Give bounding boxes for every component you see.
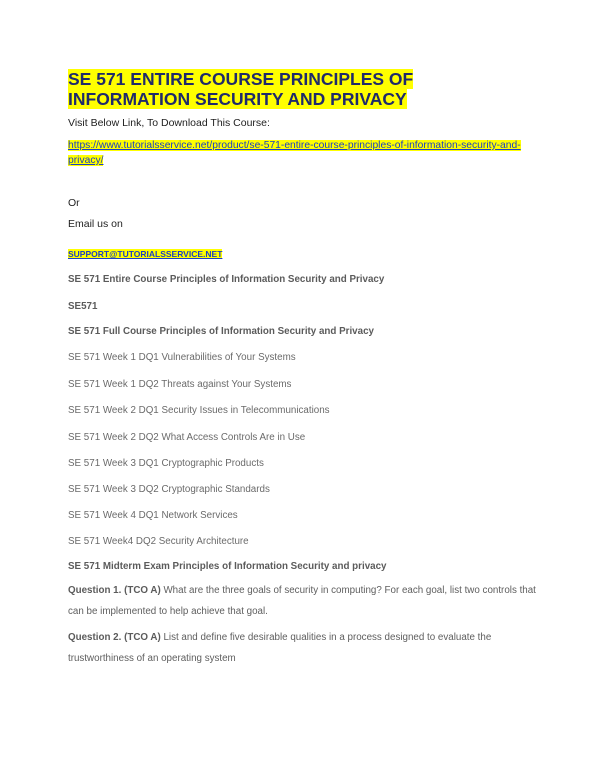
list-item: SE 571 Week 3 DQ1 Cryptographic Products	[68, 458, 264, 469]
email-link-paragraph	[68, 248, 222, 260]
or-text: Or	[68, 197, 80, 209]
email-text: Email us on	[68, 218, 123, 230]
document-title	[68, 69, 538, 109]
course-link[interactable]: https://www.tutorialsservice.net/product/se-571-entire-course-principles-of-information-security-and-privacy/	[68, 140, 521, 166]
visit-text: Visit Below Link, To Download This Course:	[68, 117, 270, 129]
question-2-text: List and define five desirable qualities in a process designed to evaluate the trustworthiness of an operating system	[68, 632, 492, 664]
question-1-text: What are the three goals of security in computing? For each goal, list two controls that can be implemented to help achieve that goal.	[68, 585, 536, 617]
heading-midterm-exam: SE 571 Midterm Exam Principles of Information Security and privacy	[68, 561, 387, 572]
list-item: SE 571 Week4 DQ2 Security Architecture	[68, 536, 249, 547]
question-2-label: Question 2. (TCO A)	[68, 632, 161, 643]
list-item: SE 571 Week 2 DQ2 What Access Controls Are in Use	[68, 432, 306, 443]
email-link[interactable]: SUPPORT@TUTORIALSSERVICE.NET	[68, 249, 223, 259]
course-link-paragraph	[68, 138, 538, 168]
document-title-text: SE 571 ENTIRE COURSE PRINCIPLES OF INFORMATION SECURITY AND PRIVACY	[68, 69, 414, 109]
list-item: SE 571 Week 4 DQ1 Network Services	[68, 510, 238, 521]
list-item: SE 571 Week 3 DQ2 Cryptographic Standards	[68, 484, 270, 495]
heading-course-code: SE571	[68, 301, 98, 312]
heading-entire-course: SE 571 Entire Course Principles of Information Security and Privacy	[68, 274, 385, 285]
list-item: SE 571 Week 1 DQ2 Threats against Your Systems	[68, 379, 292, 390]
list-item: SE 571 Week 2 DQ1 Security Issues in Telecommunications	[68, 405, 330, 416]
question-1	[68, 580, 538, 622]
list-item: SE 571 Week 1 DQ1 Vulnerabilities of Your Systems	[68, 352, 296, 363]
question-1-label: Question 1. (TCO A)	[68, 585, 161, 596]
heading-full-course: SE 571 Full Course Principles of Information Security and Privacy	[68, 326, 374, 337]
question-2	[68, 627, 538, 669]
